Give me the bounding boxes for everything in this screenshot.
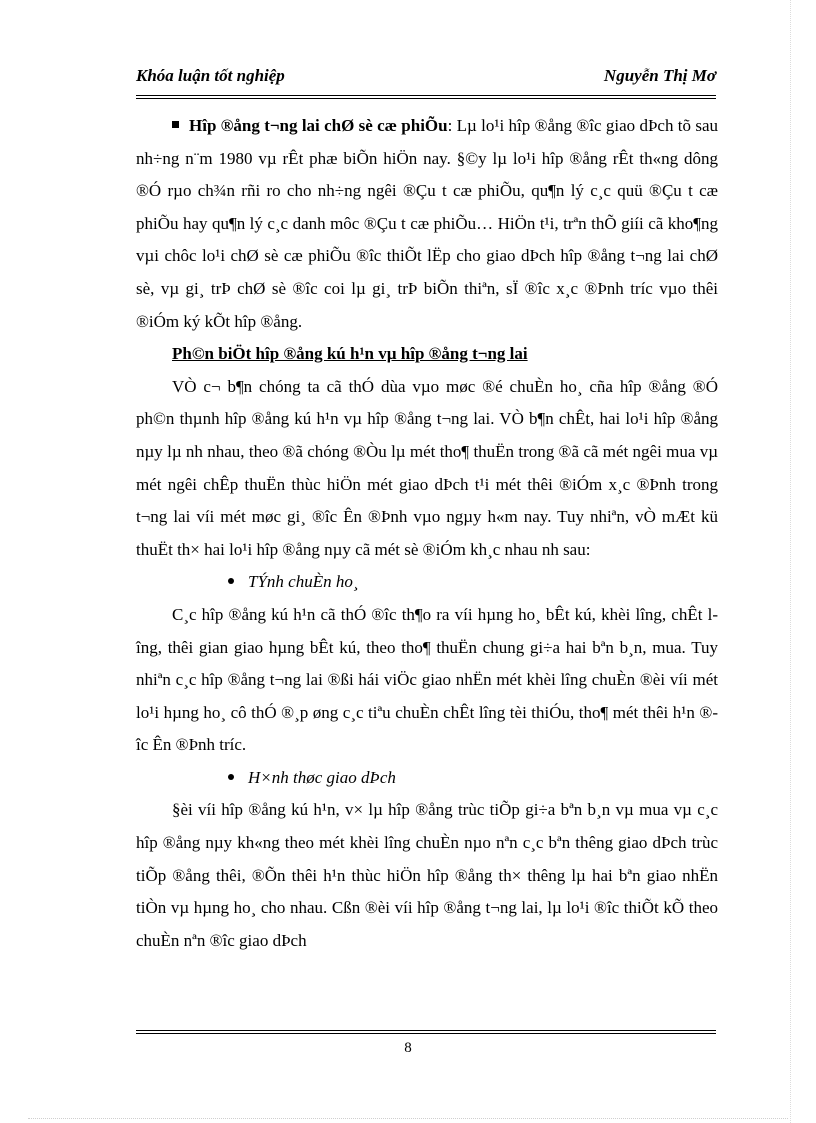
page-body	[136, 110, 718, 957]
list-item-2-text: H×nh thøc giao dÞch	[248, 767, 396, 787]
page-bottom-dotted-border	[28, 1118, 788, 1119]
page-number: 8	[404, 1040, 412, 1056]
section-subheading: Ph©n biÖt hîp ®ång kú h¹n vµ hîp ®ång t¬ng lai	[172, 344, 528, 364]
body-paragraph-3: §èi víi hîp ®ång kú h¹n, v× lµ hîp ®ång trùc tiÕp gi÷a bªn b¸n vµ mua vµ c¸c hîp ®ång nµy kh«ng theo mét khèi lîng chuÈn nµo nªn c¸c bªn thêng giao dÞch trùc tiÕp ®ång thêi, ®Õn thêi h¹n thùc hiÖn hîp ®ång th× thêng lµ hai bªn giao nhËn tiÒn vµ hµng ho¸ cho nhau. Cßn ®èi víi hîp ®ång t¬ng lai, lµ lo¹i ®îc thiÕt kÕ theo chuÈn nªn ®îc giao dÞch	[136, 800, 718, 950]
list-item-2	[136, 762, 718, 795]
round-bullet-icon	[228, 774, 234, 780]
bullet-lead-term: Hîp ®ång t¬ng lai chØ sè cæ phiÕu	[189, 116, 448, 135]
body-paragraph-2: C¸c hîp ®ång kú h¹n cã thÓ ®îc th¶o ra víi hµng ho¸ bÊt kú, khèi lîng, chÊt lîng, thêi gian giao hµng bÊt kú, theo tho¶ thuËn chung gi÷a hai bªn b¸n, mua. Tuy nhiªn c¸c hîp ®ång t¬ng lai ®ßi hái viÖc giao nhËn mét khèi lîng chuÈn ®èi víi mét lo¹i hµng ho¸ cô thÓ ®¸p øng c¸c tiªu chuÈn chÊt lîng tèi thiÓu, tho¶ mét thêi h¹n ®îc Ên ®Þnh tríc.	[136, 604, 718, 755]
bullet-paragraph	[136, 110, 718, 338]
page-header	[136, 62, 716, 92]
header-thesis-title: Khóa luận tốt nghiệp	[136, 66, 285, 85]
list-item-1	[136, 566, 718, 599]
header-rule-top	[136, 95, 716, 96]
footer-rule-top	[136, 1030, 716, 1031]
square-bullet-icon	[172, 121, 179, 128]
footer-rule-bottom	[136, 1033, 716, 1034]
body-paragraph-1: VÒ c¬ b¶n chóng ta cã thÓ dùa vµo møc ®é chuÈn ho¸ cña hîp ®ång ®Ó ph©n thµnh hîp ®ång kú h¹n vµ hîp ®ång t¬ng lai. VÒ b¶n chÊt, hai lo¹i hîp ®ång nµy lµ nh nhau, theo ®ã chóng ®Òu lµ mét tho¶ thuËn trong ®ã cã mét ngêi mua vµ mét ngêi chÊp thuËn thùc hiÖn mét giao dÞch t¹i mét thêi ®iÓm x¸c ®Þnh trong t¬ng lai víi mét møc gi¸ ®îc Ên ®Þnh vµo ngµy h«m nay. Tuy nhiªn, vÒ mÆt kü thuËt th× hai lo¹i hîp ®ång nµy cã mét sè ®iÓm kh¸c nhau nh sau:	[136, 376, 718, 559]
list-item-1-text: TÝnh chuÈn ho¸	[248, 572, 359, 592]
header-rule-bottom	[136, 98, 716, 99]
header-author-name: Nguyễn Thị Mơ	[603, 66, 716, 85]
round-bullet-icon	[228, 578, 234, 584]
page-right-dotted-border	[790, 0, 791, 1123]
bullet-text: : Lµ lo¹i hîp ®ång ®îc giao dÞch tõ sau nh÷ng n¨m 1980 vµ rÊt phæ biÕn hiÖn nay. §©y lµ lo¹i hîp ®ång rÊt th«ng dông ®Ó rµo ch¾n rñi ro cho nh÷ng ngêi ®Çu t cæ phiÕu, qu¶n lý c¸c quü ®Çu t cæ phiÕu hay qu¶n lý c¸c danh môc ®Çu t cæ phiÕu… HiÖn t¹i, trªn thÕ giíi cã kho¶ng vµi chôc lo¹i chØ sè cæ phiÕu ®îc thiÕt lËp cho giao dÞch hîp ®ång t¬ng lai chØ sè, vµ gi¸ trÞ chØ sè ®îc coi lµ gi¸ trÞ biÕn thiªn, sÏ ®îc x¸c ®Þnh tríc vµo thêi ®iÓm ký kÕt hîp ®ång.	[136, 116, 719, 331]
